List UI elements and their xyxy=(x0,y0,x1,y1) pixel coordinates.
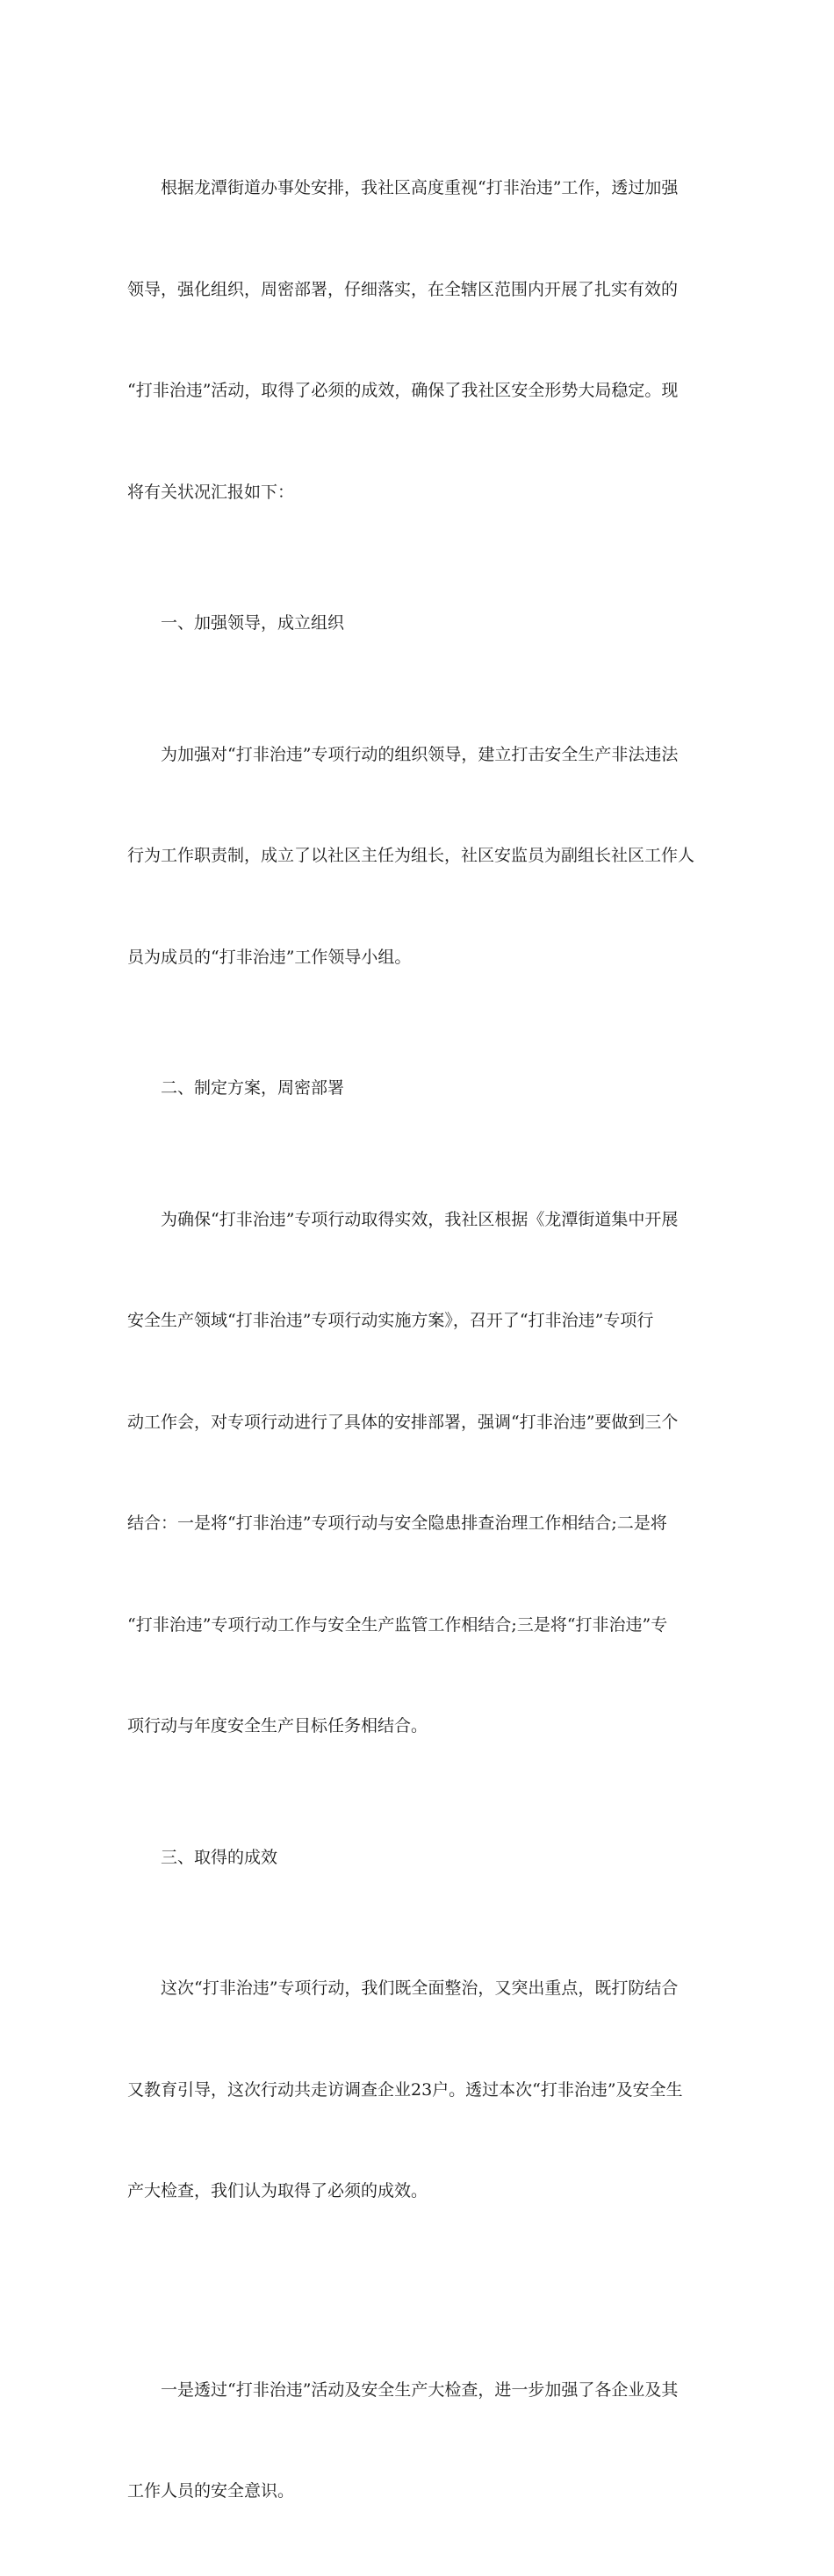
text-line: 这次“打非治违”专项行动，我们既全面整治，又突出重点，既打防结合 xyxy=(161,1979,679,1998)
paragraph-section-2 xyxy=(127,1135,711,1811)
text-line: 将有关状况汇报如下： xyxy=(127,482,295,502)
section-heading-3: 三、取得的成效 xyxy=(161,1847,278,1867)
text-line: 员为成员的“打非治违”工作领导小组。 xyxy=(127,947,412,967)
section-heading-1: 一、加强领导，成立组织 xyxy=(161,613,345,633)
text-line: 根据龙潭街道办事处安排，我社区高度重视“打非治违”工作，透过加强 xyxy=(161,178,679,197)
document-body xyxy=(127,104,711,2576)
text-line: 项行动与年度安全生产目标任务相结合。 xyxy=(127,1716,428,1735)
paragraph-section-1 xyxy=(127,670,711,1042)
paragraph-intro xyxy=(127,104,711,576)
text-line: 安全生产领域“打非治违”专项行动实施方案》，召开了“打非治违”专项行 xyxy=(127,1311,654,1330)
section-heading-2: 二、制定方案，周密部署 xyxy=(161,1078,345,1098)
text-line: 为加强对“打非治违”专项行动的组织领导，建立打击安全生产非法违法 xyxy=(161,744,679,764)
text-line: “打非治违”活动，取得了必须的成效，确保了我社区安全形势大局稳定。现 xyxy=(127,381,679,400)
text-line: “打非治违”专项行动工作与安全生产监管工作相结合;三是将“打非治违”专 xyxy=(127,1614,668,1635)
text-line: 工作人员的安全意识。 xyxy=(127,2481,295,2501)
text-line: 结合：一是将“打非治违”专项行动与安全隐患排查治理工作相结合;二是将 xyxy=(127,1513,667,1533)
text-line: 产大检查，我们认为取得了必须的成效。 xyxy=(127,2181,428,2200)
text-line: 一是透过“打非治违”活动及安全生产大检查，进一步加强了各企业及其 xyxy=(161,2379,679,2400)
text-line: 动工作会，对专项行动进行了具体的安排部署，强调“打非治违”要做到三个 xyxy=(127,1412,679,1432)
text-line: 领导，强化组织，周密部署，仔细落实，在全辖区范围内开展了扎实有效的 xyxy=(127,279,679,299)
text-line: 行为工作职责制，成立了以社区主任为组长，社区安监员为副组长社区工作人 xyxy=(127,846,695,865)
text-line: 又教育引导，这次行动共走访调查企业23户。透过本次“打非治违”及安全生 xyxy=(127,2079,683,2100)
text-line: 为确保“打非治违”专项行动取得实效，我社区根据《龙潭街道集中开展 xyxy=(161,1209,679,1229)
paragraph-section-3 xyxy=(127,1904,711,2276)
paragraph-result-1 xyxy=(127,2306,711,2576)
